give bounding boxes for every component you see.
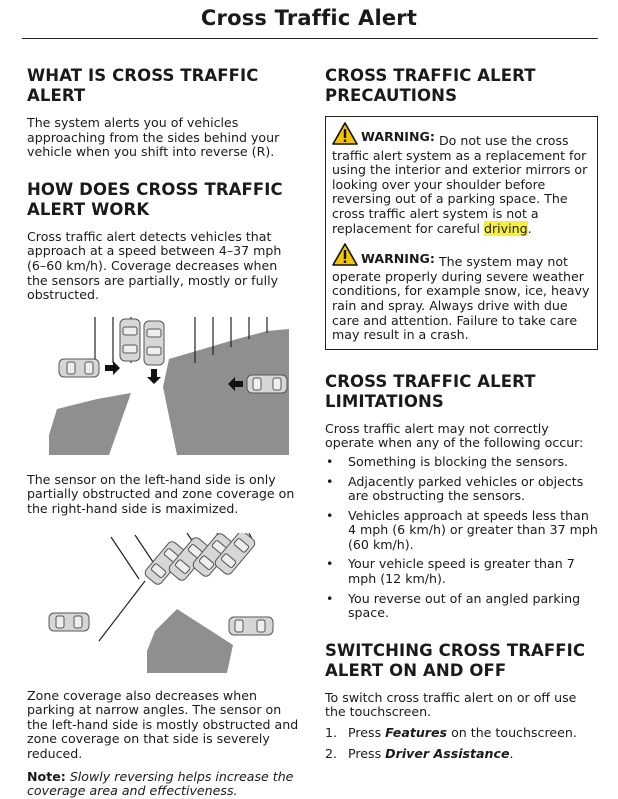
warning-triangle-icon bbox=[332, 243, 358, 266]
reversing-car bbox=[144, 321, 164, 365]
warning-2 bbox=[332, 243, 591, 343]
approaching-car-right-2 bbox=[229, 617, 273, 635]
left-coverage-zone bbox=[49, 393, 131, 455]
limitations-intro: Cross traffic alert may not correctly operate when any of the following occur: bbox=[325, 420, 584, 451]
list-item: • You reverse out of an angled parking space. bbox=[325, 592, 598, 621]
how-heading: HOW DOES CROSS TRAFFIC ALERT WORK bbox=[27, 179, 283, 219]
precautions-heading: CROSS TRAFFIC ALERT PRECAUTIONS bbox=[325, 66, 536, 105]
angled-parking-diagram bbox=[27, 533, 299, 673]
arrow-right-icon bbox=[105, 361, 120, 375]
step-item bbox=[325, 726, 598, 741]
list-item: • Something is blocking the sensors. bbox=[325, 455, 598, 470]
what-heading: WHAT IS CROSS TRAFFIC ALERT bbox=[27, 66, 259, 105]
note-paragraph bbox=[27, 770, 299, 799]
list-item: • Your vehicle speed is greater than 7 mph (12 km/h). bbox=[325, 557, 598, 586]
features-menu-label: Features bbox=[385, 725, 448, 741]
note-label: Note: bbox=[27, 768, 66, 784]
limitations-heading: CROSS TRAFFIC ALERT LIMITATIONS bbox=[325, 371, 536, 411]
driver-assistance-menu-label: Driver Assistance bbox=[385, 745, 510, 761]
warning-2-text: The system may not operate properly during severe weather conditions, for example snow, ice, heavy rain and spray. Always drive with due care and attention. Failure to take care may result in a crash. bbox=[332, 254, 590, 343]
how-body: Cross traffic alert detects vehicles that approach at a speed between 4–37 mph (6–60 km/h). Coverage decreases when the sensors are partially, mostly or fully obstructed. bbox=[27, 228, 282, 303]
page-title: Cross Traffic Alert bbox=[200, 6, 418, 30]
switching-intro: To switch cross traffic alert on or off use the touchscreen. bbox=[325, 689, 577, 720]
parked-car-left bbox=[120, 319, 140, 361]
step-post: on the touchscreen. bbox=[447, 725, 577, 741]
warnings-box bbox=[325, 116, 598, 350]
diagram1-caption: The sensor on the left-hand side is only partially obstructed and zone coverage on the right-hand side is maximized. bbox=[27, 471, 295, 516]
step-number: 2. bbox=[325, 745, 338, 761]
step-item bbox=[325, 747, 598, 762]
warning-1-highlight: driving bbox=[484, 220, 528, 236]
limitations-list bbox=[325, 455, 598, 621]
step-pre: Press bbox=[348, 745, 386, 761]
warning-1-text: Do not use the cross traffic alert system as a replacement for using the interior and exterior mirrors or looking over your shoulder before reversing out of a parking space. The cross traffic alert system is not a replacement for careful bbox=[332, 133, 588, 236]
warning-2-label: WARNING: bbox=[361, 250, 435, 266]
right-column bbox=[325, 66, 598, 761]
step-number: 1. bbox=[325, 725, 338, 741]
warning-2-head bbox=[332, 243, 435, 266]
warning-1-label: WARNING: bbox=[361, 129, 435, 145]
left-column bbox=[27, 66, 299, 799]
title-divider bbox=[22, 38, 598, 39]
warning-triangle-icon bbox=[332, 122, 358, 145]
what-body: The system alerts you of vehicles approaching from the sides behind your vehicle when you shift into reverse (R). bbox=[27, 115, 280, 160]
warning-1 bbox=[332, 122, 591, 236]
warning-1-end: . bbox=[527, 220, 532, 236]
arrow-down-icon bbox=[147, 369, 161, 384]
switching-heading: SWITCHING CROSS TRAFFIC ALERT ON AND OFF bbox=[325, 640, 586, 680]
approaching-car-right bbox=[247, 375, 287, 393]
approaching-car-left-2 bbox=[49, 613, 89, 631]
warning-1-head bbox=[332, 122, 435, 145]
step-post: . bbox=[509, 745, 514, 761]
approaching-car-left bbox=[59, 359, 99, 377]
diagram2-caption: Zone coverage also decreases when parking at narrow angles. The sensor on the left-hand side is mostly obstructed and zone coverage on that side is severely reduced. bbox=[27, 687, 299, 761]
coverage-zone-angled bbox=[147, 609, 233, 673]
step-pre: Press bbox=[348, 725, 386, 741]
list-item: • Adjacently parked vehicles or objects are obstructing the sensors. bbox=[325, 475, 598, 504]
note-text: Slowly reversing helps increase the coverage area and effectiveness. bbox=[27, 768, 294, 799]
switching-steps bbox=[325, 726, 598, 761]
list-item: • Vehicles approach at speeds less than 4 mph (6 km/h) or greater than 37 mph (60 km/h). bbox=[325, 509, 598, 553]
perpendicular-parking-diagram bbox=[27, 317, 299, 455]
